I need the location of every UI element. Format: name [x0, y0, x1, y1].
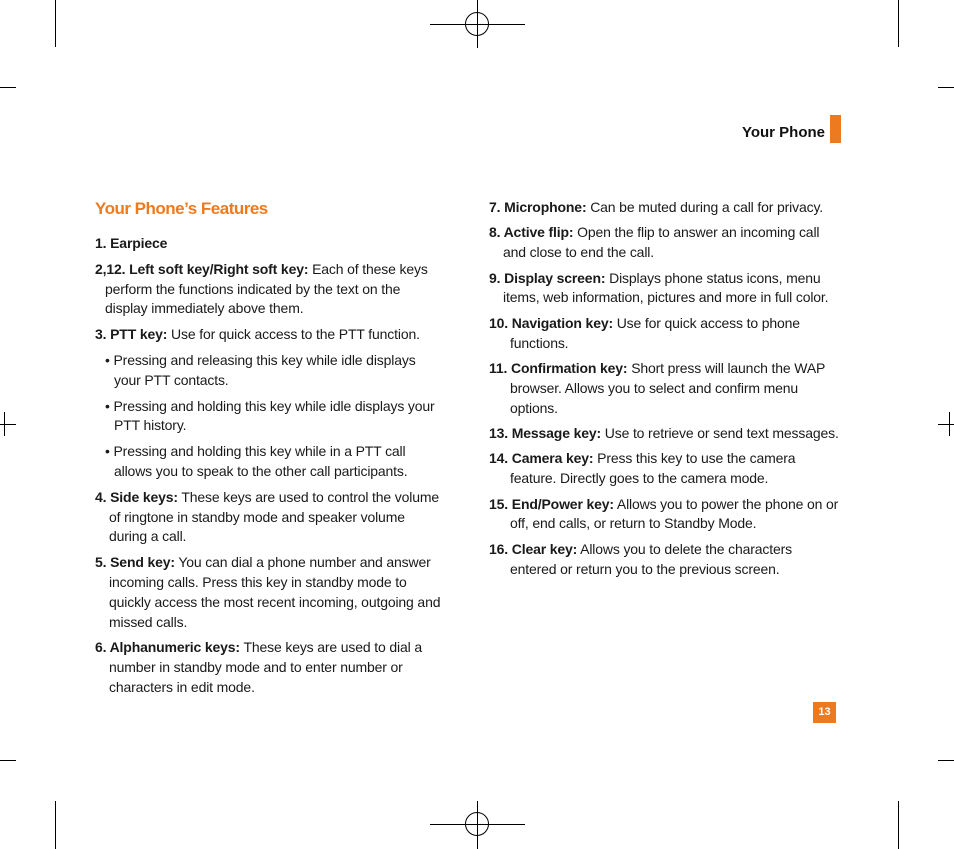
feature-key-label: 14. Camera key:	[489, 450, 594, 467]
feature-item-side-keys	[95, 488, 445, 547]
feature-item-earpiece	[95, 234, 445, 254]
feature-key-label: 6. Alphanumeric keys:	[95, 639, 240, 656]
ptt-bullet-contacts: • Pressing and releasing this key while idle displays your PTT contacts.	[105, 351, 416, 388]
feature-item-display-screen	[489, 269, 839, 309]
feature-item-send-key	[95, 553, 445, 632]
feature-description: Allows you to delete the characters entered or return you to the previous screen.	[510, 540, 793, 577]
left-column	[95, 198, 445, 704]
feature-key-label: 10. Navigation key:	[489, 314, 613, 331]
section-title: Your Phone’s Features	[95, 199, 268, 218]
ptt-bullet-speak: • Pressing and holding this key while in a PTT call allows you to speak to the other call participants.	[105, 443, 408, 479]
feature-description: These keys are used to dial a number in standby mode and to enter number or characters in edit mode.	[109, 639, 422, 695]
feature-item-navigation-key	[489, 314, 839, 354]
feature-key-label: 1. Earpiece	[95, 235, 168, 251]
feature-item-clear-key	[489, 540, 839, 580]
feature-item-confirmation-key	[489, 359, 839, 418]
feature-key-label: 15. End/Power key:	[489, 495, 614, 512]
feature-description: Can be muted during a call for privacy.	[586, 199, 823, 215]
feature-description: Use to retrieve or send text messages.	[601, 424, 839, 441]
feature-description: Press this key to use the camera feature. Directly goes to the camera mode.	[510, 450, 796, 487]
feature-description: Use for quick access to the PTT function.	[167, 326, 420, 343]
feature-item-ptt-key	[95, 325, 445, 345]
feature-key-label: 2,12. Left soft key/Right soft key:	[95, 260, 309, 277]
feature-item-alphanumeric-keys	[95, 638, 445, 697]
feature-key-label: 7. Microphone:	[489, 199, 587, 215]
feature-description: Use for quick access to phone functions.	[510, 314, 800, 351]
feature-item-active-flip	[489, 223, 839, 263]
feature-key-label: 16. Clear key:	[489, 540, 578, 557]
feature-item-camera-key	[489, 449, 839, 489]
feature-item-soft-keys	[95, 260, 445, 319]
feature-key-label: 9. Display screen:	[489, 269, 606, 286]
feature-key-label: 4. Side keys:	[95, 488, 178, 505]
feature-key-label: 5. Send key:	[95, 554, 175, 571]
feature-description: Displays phone status icons, menu items, web information, pictures and more in full color.	[503, 269, 829, 306]
feature-description: Open the flip to answer an incoming call and close to end the call.	[503, 224, 820, 261]
feature-description: You can dial a phone number and answer incoming calls. Press this key in standby mode to quickly access the most recent incoming, outgoing and missed calls.	[109, 554, 441, 630]
feature-description: Each of these keys perform the functions indicated by the text on the display immediately above them.	[105, 260, 428, 317]
feature-item-message-key	[489, 424, 839, 444]
feature-description: Short press will launch the WAP browser. Allows you to select and confirm menu options.	[510, 359, 825, 416]
header-accent-tab	[830, 115, 841, 143]
running-header: Your Phone	[741, 124, 825, 141]
feature-key-label: 3. PTT key:	[95, 326, 168, 343]
right-column	[489, 198, 839, 585]
feature-description: These keys are used to control the volume of ringtone in standby mode and speaker volume during a call.	[109, 488, 440, 545]
feature-item-microphone	[489, 198, 839, 218]
page-number: 13	[813, 702, 836, 723]
feature-description: Allows you to power the phone on or off, end calls, or return to Standby Mode.	[510, 495, 839, 532]
feature-key-label: 11. Confirmation key:	[489, 359, 628, 376]
ptt-bullet-history: • Pressing and holding this key while idle displays your PTT history.	[105, 397, 435, 434]
feature-key-label: 8. Active flip:	[489, 224, 574, 241]
feature-item-end-power-key	[489, 495, 839, 535]
feature-key-label: 13. Message key:	[489, 424, 602, 441]
